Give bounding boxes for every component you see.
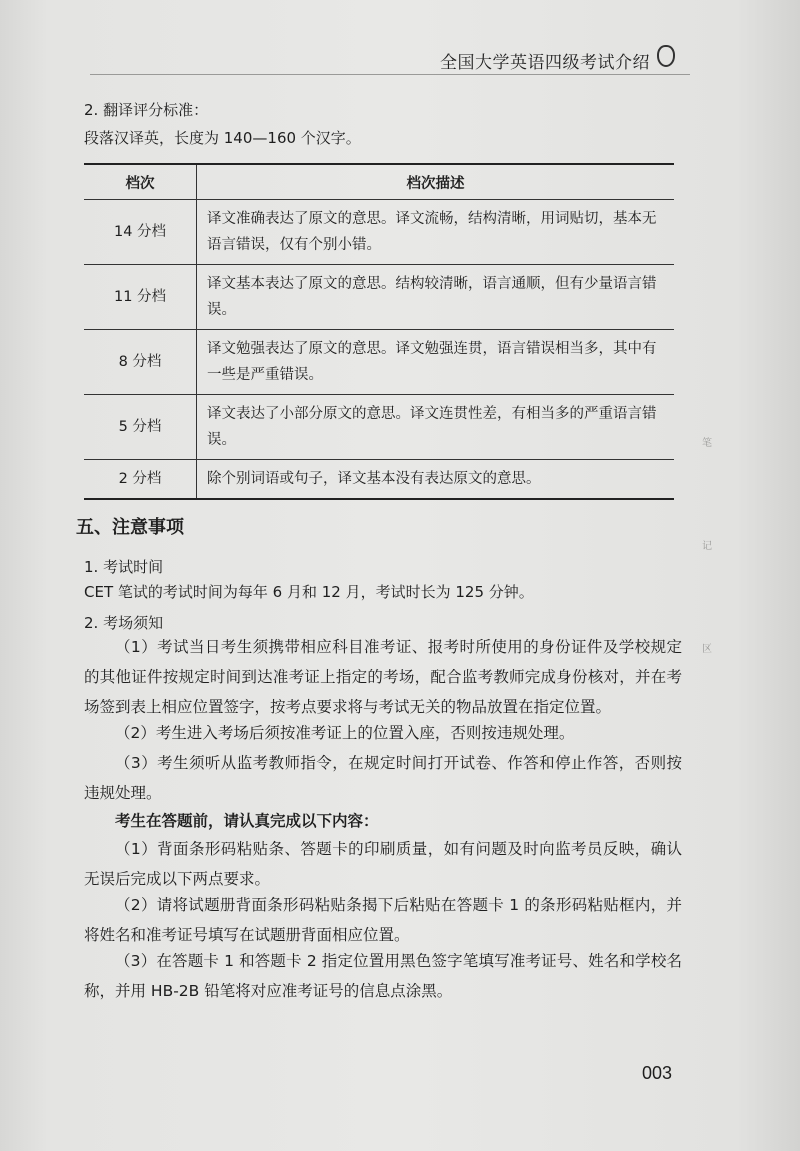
rule-paragraph: （3）考生须听从监考教师指令，在规定时间打开试卷、作答和停止作答，否则按违规处理。 bbox=[84, 754, 682, 802]
step-paragraph: （3）在答题卡 1 和答题卡 2 指定位置用黑色签字笔填写准考证号、姓名和学校名称，并用 HB-2B 铅笔将对应准考证号的信息点涂黑。 bbox=[84, 952, 682, 1000]
table-row bbox=[84, 460, 674, 500]
exam-time-title: 1. 考试时间 bbox=[84, 558, 164, 576]
level-cell: 5 分档 bbox=[84, 395, 197, 460]
page-number: 003 bbox=[642, 1063, 673, 1083]
step-paragraph: （1）背面条形码粘贴条、答题卡的印刷质量，如有问题及时向监考员反映，确认无误后完成以下两点要求。 bbox=[84, 840, 682, 888]
before-answer-note: 考生在答题前，请认真完成以下内容： bbox=[115, 812, 379, 830]
margin-mark: 区 bbox=[702, 644, 712, 655]
description-cell: 译文勉强表达了原文的意思。译文勉强连贯，语言错误相当多，其中有一些是严重错误。 bbox=[197, 330, 675, 395]
exam-rules-title: 2. 考场须知 bbox=[84, 614, 164, 632]
rule-paragraph: （2）考生进入考场后须按准考证上的位置入座，否则按违规处理。 bbox=[115, 724, 575, 742]
level-cell: 8 分档 bbox=[84, 330, 197, 395]
level-cell: 11 分档 bbox=[84, 265, 197, 330]
translation-score-table bbox=[84, 163, 674, 500]
header-ornament-icon bbox=[657, 45, 675, 67]
table-row bbox=[84, 200, 674, 265]
header-rule bbox=[90, 74, 690, 75]
exam-time-text: CET 笔试的考试时间为每年 6 月和 12 月，考试时长为 125 分钟。 bbox=[84, 583, 534, 601]
margin-mark: 笔 bbox=[702, 438, 712, 449]
description-cell: 除个别词语或句子，译文基本没有表达原文的意思。 bbox=[197, 460, 675, 500]
rule-paragraph: （1）考试当日考生须携带相应科目准考证、报考时所使用的身份证件及学校规定的其他证件按规定时间到达准考证上指定的考场，配合监考教师完成身份核对，并在考场签到表上相应位置签字，按考点要求将与考试无关的物品放置在指定位置。 bbox=[84, 638, 682, 716]
table-header-row bbox=[84, 164, 674, 200]
table-row bbox=[84, 395, 674, 460]
running-head: 全国大学英语四级考试介绍 bbox=[440, 53, 650, 73]
margin-mark: 记 bbox=[702, 541, 712, 552]
level-cell: 2 分档 bbox=[84, 460, 197, 500]
table-row bbox=[84, 265, 674, 330]
description-cell: 译文基本表达了原文的意思。结构较清晰，语言通顺，但有少量语言错误。 bbox=[197, 265, 675, 330]
translation-intro: 段落汉译英，长度为 140—160 个汉字。 bbox=[84, 129, 361, 147]
level-cell: 14 分档 bbox=[84, 200, 197, 265]
column-header-level: 档次 bbox=[84, 164, 197, 200]
column-header-description: 档次描述 bbox=[197, 164, 675, 200]
description-cell: 译文表达了小部分原文的意思。译文连贯性差，有相当多的严重语言错误。 bbox=[197, 395, 675, 460]
table-row bbox=[84, 330, 674, 395]
translation-criteria-title: 2. 翻译评分标准： bbox=[84, 101, 209, 119]
section-heading-notes: 五、注意事项 bbox=[76, 517, 184, 538]
step-paragraph: （2）请将试题册背面条形码粘贴条揭下后粘贴在答题卡 1 的条形码粘贴框内，并将姓名和准考证号填写在试题册背面相应位置。 bbox=[84, 896, 682, 944]
description-cell: 译文准确表达了原文的意思。译文流畅，结构清晰，用词贴切，基本无语言错误，仅有个别小错。 bbox=[197, 200, 675, 265]
